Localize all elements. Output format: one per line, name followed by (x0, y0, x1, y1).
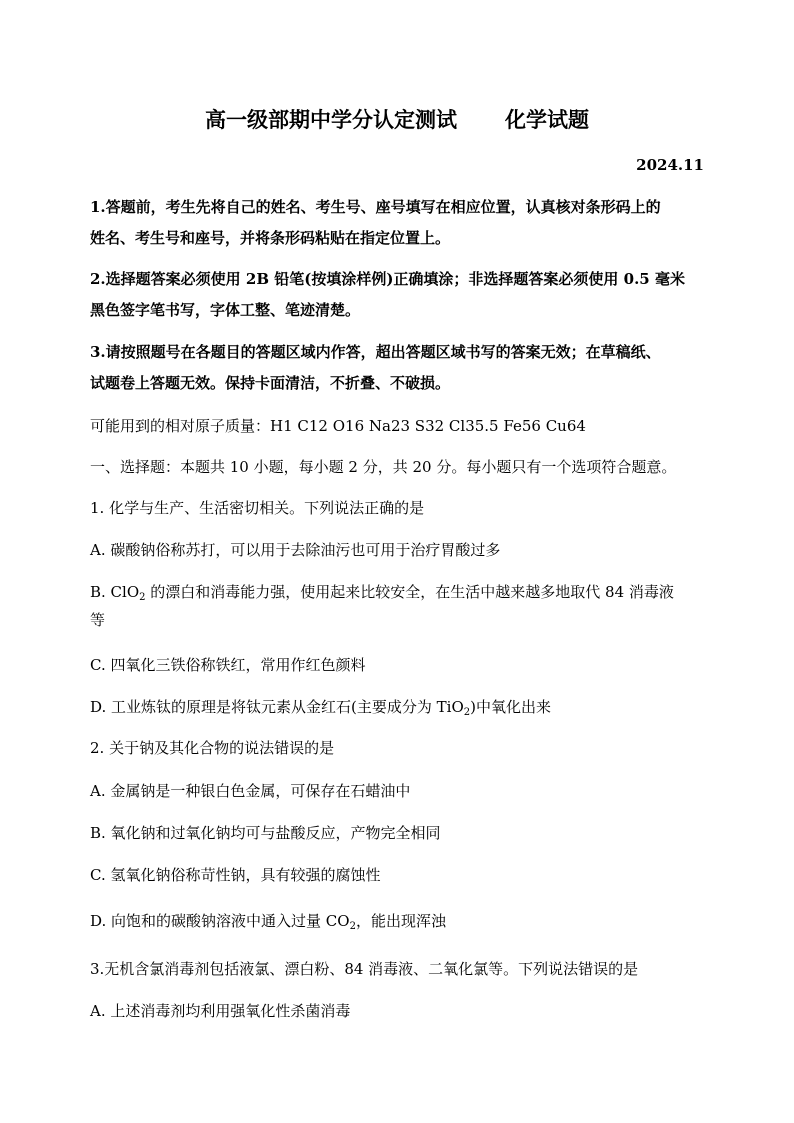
option-d-text-pre: D. 工业炼钛的原理是将钛元素从金红石(主要成分为 TiO (90, 698, 464, 716)
question-2-option-c: C. 氢氧化钠俗称苛性钠，具有较强的腐蚀性 (90, 866, 381, 884)
exam-date: 2024.11 (636, 156, 704, 174)
instruction-1-line-2: 姓名、考生号和座号，并将条形码粘贴在指定位置上。 (90, 229, 451, 247)
question-1-stem: 1. 化学与生产、生活密切相关。下列说法正确的是 (90, 499, 425, 517)
exam-title: 高一级部期中学分认定测试 (205, 107, 457, 132)
question-2-option-a: A. 金属钠是一种银白色金属，可保存在石蜡油中 (90, 782, 411, 800)
instruction-2-line-2: 黑色签字笔书写，字体工整、笔迹清楚。 (90, 301, 361, 319)
option-d-text-post: )中氧化出来 (470, 698, 551, 716)
atomic-masses: 可能用到的相对原子质量：H1 C12 O16 Na23 S32 Cl35.5 Fe56 Cu64 (90, 417, 586, 435)
question-1-option-c: C. 四氧化三铁俗称铁红，常用作红色颜料 (90, 656, 366, 674)
option-d-text-pre: D. 向饱和的碳酸钠溶液中通入过量 CO (90, 912, 350, 930)
question-2-option-d (90, 911, 446, 931)
option-d-text-post: ，能出现浑浊 (355, 912, 446, 930)
question-2-stem: 2. 关于钠及其化合物的说法错误的是 (90, 739, 335, 757)
section-1-heading: 一、选择题：本题共 10 小题，每小题 2 分，共 20 分。每小题只有一个选项符合题意。 (90, 458, 677, 476)
instruction-2-line-1: 2.选择题答案必须使用 2B 铅笔(按填涂样例)正确填涂；非选择题答案必须使用 0.5 毫米 (90, 270, 685, 288)
option-b-text-post: 的漂白和消毒能力强，使用起来比较安全，在生活中越来越多地取代 84 消毒液 (145, 583, 674, 601)
question-2-option-b: B. 氧化钠和过氧化钠均可与盐酸反应，产物完全相同 (90, 824, 441, 842)
instruction-3-line-2: 试题卷上答题无效。保持卡面清洁，不折叠、不破损。 (90, 374, 451, 392)
question-3-option-a: A. 上述消毒剂均利用强氧化性杀菌消毒 (90, 1002, 351, 1020)
question-3-stem: 3.无机含氯消毒剂包括液氯、漂白粉、84 消毒液、二氧化氯等。下列说法错误的是 (90, 960, 639, 978)
subject-title: 化学试题 (505, 107, 589, 132)
page-title (0, 104, 794, 134)
instruction-1-line-1: 1.答题前，考生先将自己的姓名、考生号、座号填写在相应位置，认真核对条形码上的 (90, 198, 661, 216)
instruction-3-line-1: 3.请按照题号在各题目的答题区域内作答，超出答题区域书写的答案无效；在草稿纸、 (90, 343, 661, 361)
question-1-option-a: A. 碳酸钠俗称苏打，可以用于去除油污也可用于治疗胃酸过多 (90, 541, 501, 559)
option-b-subscript: 2 (139, 592, 146, 603)
option-d-subscript: 2 (349, 921, 356, 932)
question-1-option-b (90, 582, 674, 602)
option-d-subscript: 2 (463, 707, 471, 718)
question-1-option-b-line-2: 等 (90, 611, 106, 629)
question-1-option-d (90, 697, 551, 717)
option-b-text-pre: B. ClO (90, 583, 140, 601)
